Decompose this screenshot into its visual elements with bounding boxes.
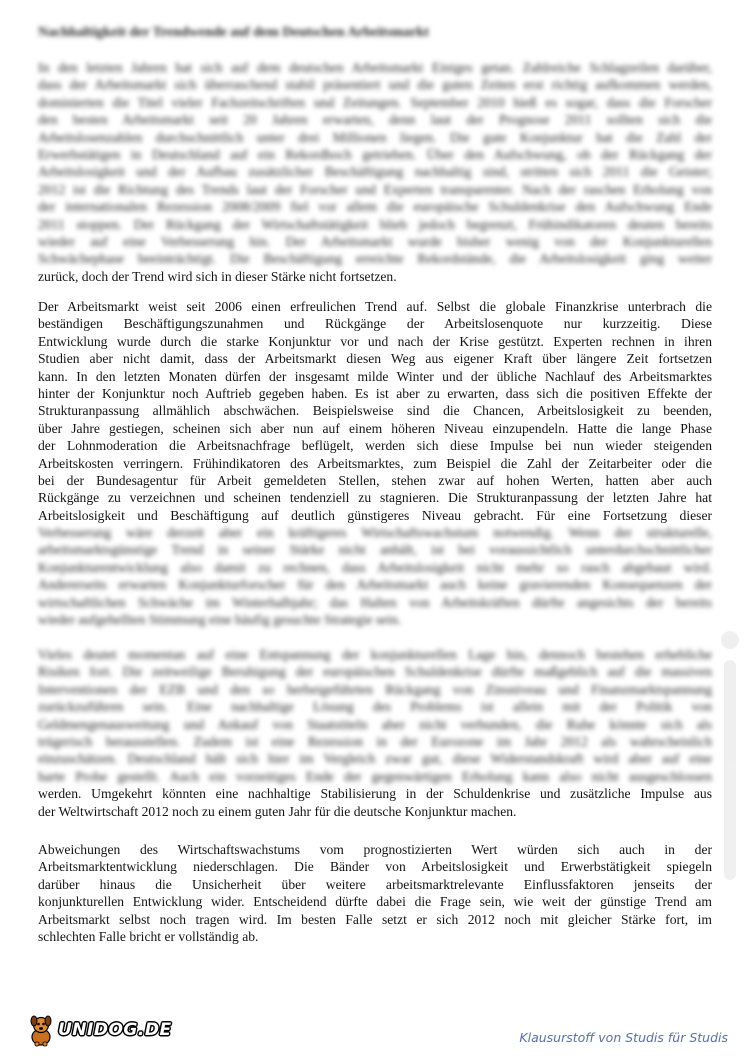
- clear-text-block: [38, 841, 712, 945]
- blurred-text-line: den besten Arbeitsmarkt seit 20 Jahren erwarten, denn laut der Prognose 2011 sollten sich die: [38, 112, 712, 128]
- blurred-text-block: [38, 59, 712, 268]
- blurred-text-line: Verbesserung wäre derzeit aber ein kräftigeres Wirtschaftswachstum notwendig. Wenn der strukturelle,: [38, 525, 712, 541]
- clear-text-line: beständigen Beschäftigungszunahmen und Rückgänge der Arbeitslosenquote nur kurzzeitig. Diese: [38, 316, 712, 332]
- document-title: Nachhaltigkeit der Trendwende auf dem Deutschen Arbeitsmarkt: [38, 25, 429, 40]
- blurred-text-line: Risiken fort. Die zeitweilige Beruhigung der europäischen Schuldenkrise dürfte maßgeblich auf die massiven: [38, 664, 712, 680]
- watermark-graphic: [718, 620, 742, 900]
- clear-text-line: Arbeitsmarkt selbst noch tragen wird. Im besten Falle setzt er sich 2012 noch mit gleicher Stärke fort, im: [38, 911, 712, 927]
- clear-text-block: [38, 298, 712, 524]
- blurred-text-line: dominierten die Titel vieler Fachzeitschriften und Zeitungen. September 2010 hieß es sogar, dass die Forscher: [38, 94, 712, 110]
- clear-text-line: konjunkturellen Entwicklung wider. Entscheidend dürfte dabei die Frage sein, wie weit der günstige Trend am: [38, 894, 712, 910]
- blurred-text-line: Andererseits erwarten Konjunkturforscher für den Arbeitsmarkt auch keine gravierenden Konsequenzen der: [38, 577, 712, 593]
- paragraph-4: [38, 841, 712, 945]
- blurred-text-line: 2011 stoppen. Der Rückgang der Wirtschaftstätigkeit blieb jedoch begrenzt, Frühindikatoren deuten bereits: [38, 216, 712, 232]
- blurred-text-line: Schwächephase beeinträchtigt. Die Beschäftigung erreichte Rekordstände, die Arbeitslosigkeit ging weiter: [38, 251, 712, 267]
- clear-text-line: schlechten Falle bricht er vollständig ab.: [38, 928, 259, 944]
- clear-text-line: Entwicklung wurde durch die starke Konjunktur vor und nach der Krise gestützt. Experten rechnen in ihren: [38, 333, 712, 349]
- clear-text-line: darüber hinaus die Unsicherheit über weitere arbeitsmarktrelevante Einflussfaktoren jenseits der: [38, 876, 712, 892]
- blurred-text-line: der internationalen Rezession 2008/2009 fiel vor allem die europäische Schuldenkrise den Aufschwung Ende: [38, 199, 712, 215]
- clear-text-line: Arbeitslosigkeit und Beschäftigung auf deutlich günstigeres Niveau gebracht. Für eine Fortsetzung dieser: [38, 507, 712, 523]
- blurred-text-line: wieder auf eine Verbesserung hin. Der Arbeitsmarkt wurde bisher wenig von der Konjunkturellen: [38, 233, 712, 249]
- footer-tagline: Klausurstoff von Studis für Studis: [519, 1030, 728, 1045]
- blurred-text-line: Interventionen der EZB und den so herbeigeführten Rückgang von Zinsniveau und Finanzmarktspannung: [38, 681, 712, 697]
- blurred-text-line: In den letzten Jahren hat sich auf dem deutschen Arbeitsmarkt Einiges getan. Zahlreiche Schlagzeilen darüber,: [38, 60, 712, 75]
- clear-text-line: Der Arbeitsmarkt weist seit 2006 einen erfreulichen Trend auf. Selbst die globale Finanzkrise unterbrach die: [38, 299, 712, 314]
- blurred-text-line: harte Probe gestellt. Auch ein vorzeitiges Ende der gegenwärtigen Erholung kann also nicht ausgeschlossen: [38, 768, 712, 784]
- blurred-text-line: dass der Arbeitsmarkt sich überraschend stabil präsentiert und die guten Zeiten erst richtig aufkommen werden,: [38, 77, 712, 93]
- clear-text-line: Studien aber nicht damit, dass der Arbeitsmarkt diesen Weg aus eigener Kraft über längere Zeit fortsetzen: [38, 351, 712, 367]
- clear-text-line: kann. In den letzten Monaten dürfen der insgesamt milde Winter und der übliche Nachlauf des Arbeitsmarktes: [38, 368, 712, 384]
- blurred-text-line: einzuschätzen. Deutschland hält sich hier im Vergleich zwar gut, diese Widerstandskraft wird aber auf eine: [38, 751, 712, 767]
- blurred-text-block: [38, 646, 712, 785]
- blurred-text-line: Erwerbstätigen in Deutschland auf ein Rekordhoch getrieben. Über den Aufschwung, ob der Rückgang der: [38, 146, 712, 162]
- blurred-text-line: Konjunkturentwicklung also damit zu rechnen, dass Arbeitslosigkeit nicht mehr so rasch abgebaut wird.: [38, 559, 712, 575]
- brand-name: UNIDOG.DE: [58, 1020, 172, 1040]
- clear-text-line: Abweichungen des Wirtschaftswachstums vom prognostizierten Wert würden sich auch in der: [38, 842, 712, 857]
- clear-text-line: Arbeitsmarktentwicklung niederschlagen. Die Bänder von Arbeitslosigkeit und Erwerbstätigkeit spiegeln: [38, 859, 712, 875]
- paragraph-3: [38, 646, 712, 820]
- dog-mascot-icon: [26, 1013, 56, 1047]
- blurred-text-line: Arbeitslosigkeit und der Aufbau zusätzlicher Beschäftigung nachhaltig sind, stritten sich 2011 die Geister;: [38, 164, 712, 180]
- clear-text-line: bei der Bundesagentur für Arbeit gemeldeten Stellen, stehen zwar auf hohen Werten, hatten aber auch: [38, 472, 712, 488]
- unidog-logo[interactable]: [26, 1013, 172, 1047]
- blurred-text-line: Geldmengenausweitung und Ankauf von Staatstiteln aber nicht verbunden, die Ruhe könnte sich als: [38, 716, 712, 732]
- blurred-text-line: wirtschaftlichen Schwäche im Winterhalbjahr; das Halten von Arbeitskräften dürfte angesichts der bereits: [38, 594, 712, 610]
- blurred-text-line: Vieles deutet momentan auf eine Entspannung der konjunkturellen Lage hin, dennoch bestehen erhebliche: [38, 647, 712, 662]
- blurred-text-block: [38, 524, 712, 628]
- clear-text-line: über Jahre gestiegen, scheinen sich aber nun auf einem höheren Niveau einzupendeln. Hatte die lange Phase: [38, 420, 712, 436]
- clear-text-line: der Weltwirtschaft 2012 noch zu einem guten Jahr für die deutsche Konjunktur machen.: [38, 803, 517, 819]
- clear-text-block: [38, 785, 712, 820]
- clear-text-line: zurück, doch der Trend wird sich in dieser Stärke nicht fortsetzen.: [38, 268, 397, 284]
- clear-text-line: der Lohnmoderation die Arbeitsnachfrage beflügelt, werden sich diese Impulse bei nun wieder steigenden: [38, 438, 712, 454]
- blurred-text-line: 2012 ist die Richtung des Trends laut der Forscher und Experten transparenter. Nach der raschen Erholung von: [38, 181, 712, 197]
- clear-text-line: hinter der Konjunktur noch Auftrieb gegeben haben. Es ist aber zu erwarten, dass sich die positiven Effekte der: [38, 385, 712, 401]
- clear-text-line: Rückgänge zu verzeichnen und scheinen tendenziell zu stagnieren. Die Strukturanpassung der letzten Jahre hat: [38, 490, 712, 506]
- blurred-text-line: wieder aufgehellten Stimmung eine häufig gesuchte Strategie sein.: [38, 612, 402, 628]
- clear-text-line: Arbeitskosten verringern. Frühindikatoren des Arbeitsmarktes, zum Beispiel die Zahl der Zeitarbeiter oder die: [38, 455, 712, 471]
- blurred-text-line: trügerisch herausstellen. Zudem ist eine Rezession in der Eurozone im Jahr 2012 als wahrscheinlich: [38, 733, 712, 749]
- blurred-text-line: zurückzuführen sein. Eine nachhaltige Lösung des Problems ist allein mit der Politik von: [38, 699, 712, 715]
- clear-text-block: [38, 268, 712, 285]
- blurred-text-line: Arbeitslosenzahlen durchschnittlich unter drei Millionen liegen. Die gute Konjunktur hat die Zahl der: [38, 129, 712, 145]
- paragraph-2: [38, 298, 712, 628]
- paragraph-1: [38, 59, 712, 285]
- clear-text-line: werden. Umgekehrt könnten eine nachhaltige Stabilisierung in der Schuldenkrise und zusätzliche Impulse aus: [38, 786, 712, 802]
- blurred-text-line: arbeitsmarktsgünstige Trend in seiner Stärke nicht anhält, ist bei voraussichtlich unterdurchschnittlicher: [38, 542, 712, 558]
- clear-text-line: Strukturanpassung allmählich abschwächen. Beispielsweise sind die Chancen, Arbeitslosigkeit zu beenden,: [38, 403, 712, 419]
